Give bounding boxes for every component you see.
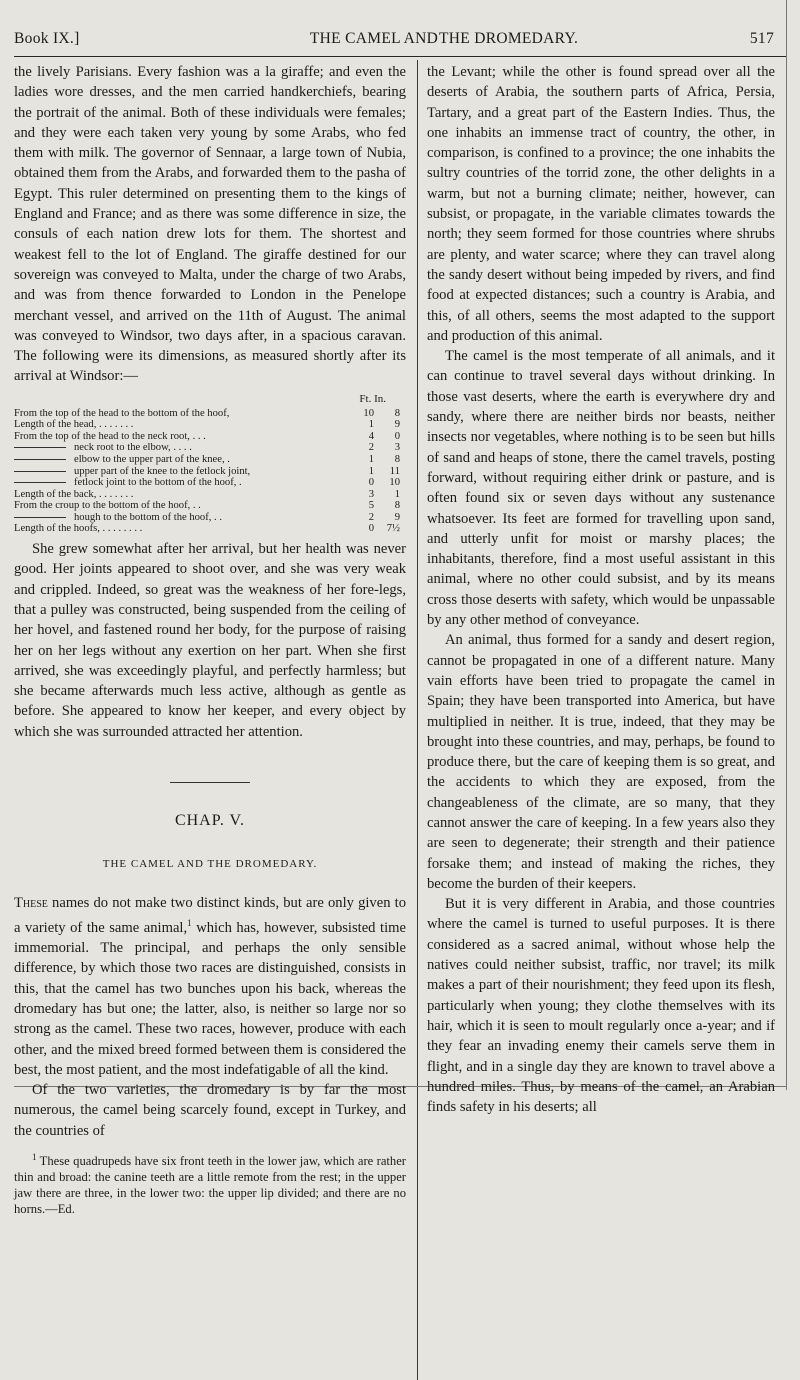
intro-paragraph: the lively Parisians. Every fashion was a la giraffe; and even the ladies wore dresses, and the men carried handkerchiefs, bearing the portrait of the animal. Both of these individuals were females; and they were each taken very young by some Arabs, who fed them with milk. The governor of Sennaar, a large town of Nubia, obtained them from the Arabs, and forwarded them to the pasha of Egypt. This ruler determined on presenting them to the kings of England and France; and as there was some difference in size, the consuls of each nation drew lots for them. The shortest and weakest fell to the lot of England. The giraffe destined for our sovereign was conveyed to Malta, under the charge of two Arabs, and was from thence forwarded to London in the Penelope merchant vessel, and arrived on the 11th of August. The animal was conveyed to Windsor, two days after, in a spacious caravan. The following were its dimensions, as measured shortly after its arrival at Windsor:— — [14, 64, 406, 385]
measurement-feet: 4 — [368, 430, 374, 442]
ditto-dash — [14, 482, 66, 483]
measurement-feet: 1 — [368, 419, 374, 431]
measurement-label — [14, 431, 352, 443]
measurement-inches: 1 — [394, 488, 400, 500]
measurement-label — [14, 419, 352, 431]
book-label: Book IX.] — [14, 30, 80, 47]
measurement-inches: 9 — [394, 419, 400, 431]
measurement-inches: 8 — [394, 407, 400, 419]
footnote-mark: 1 — [32, 1152, 37, 1163]
chapter-lead-word: These — [14, 894, 48, 911]
right-paragraph-3: An animal, thus formed for a sandy and desert region, cannot be propagated in one of a different nature. Many vain efforts have been tried to propagate the camel in Spain; they have been transported into America, but have multiplied in neither. It is true, indeed, that they may be brought into these countries, and may, perhaps, be found to produce there, but the care of keeping them is so great, and the accidents to which they are exposed, from the changeableness of the climate, are so many, that they cannot answer the care of keeping. In a few years also they are seen to degenerate; their strength and their patience forsake them; and instead of making the riches, they become the burden of their keepers. — [427, 632, 775, 892]
measurement-feet: 0 — [368, 523, 374, 535]
measurement-label-text: neck root to the elbow, . . . . — [74, 442, 192, 454]
measurement-feet: 1 — [368, 465, 374, 477]
running-title-right: THE DROMEDARY. — [439, 30, 579, 47]
chapter-paragraph-1 — [14, 893, 406, 1081]
ditto-dash — [14, 447, 66, 448]
measurement-row — [14, 523, 406, 535]
measurement-label-text: Length of the head, . . . . . . . — [14, 419, 134, 431]
ditto-dash — [14, 471, 66, 472]
ditto-dash — [14, 459, 66, 460]
section-separator — [170, 782, 250, 783]
measurement-label-text: hough to the bottom of the hoof, . . — [74, 511, 223, 523]
measurement-inches: 8 — [394, 500, 400, 512]
measurement-label — [14, 408, 352, 420]
measurement-feet: 2 — [368, 511, 374, 523]
measurements-table — [14, 408, 406, 536]
measurement-inches: 0 — [394, 430, 400, 442]
measurement-row — [14, 419, 406, 431]
footnote-text: These quadrupeds have six front teeth in the lower jaw, which are rather thin and broad: the canine teeth are a little remote from the rest; in the upper jaw there are three, in the lower two: the upper lip divided; and there are no horns.—Ed. — [14, 1154, 406, 1217]
measurement-label-text: Length of the hoofs, . . . . . . . . — [14, 523, 143, 535]
measurement-label-text: fetlock joint to the bottom of the hoof, . — [74, 477, 242, 489]
measurement-inches: 8 — [394, 453, 400, 465]
measurement-label-text: From the top of the head to the bottom of the hoof, — [14, 407, 230, 419]
measurement-label — [14, 454, 352, 466]
page-number: 517 — [749, 30, 774, 47]
right-column — [427, 62, 775, 1117]
measurement-row — [14, 454, 406, 466]
measurement-row — [14, 466, 406, 478]
measurement-label — [14, 500, 352, 512]
measurement-label — [14, 523, 352, 535]
after-paragraph: She grew somewhat after her arrival, but her health was never good. Her joints appeared to shoot over, and she was very weak and crippled. Indeed, so great was the weakness of her fore-legs, that a pulley was constructed, being suspended from the ceiling of her hovel, and fastened round her body, for the purpose of raising her on her legs without any exertion on her part. When she first arrived, she was exceedingly playful, and perfectly harmless; but she became afterwards much less active, although as gentle as before. She appeared to know her keeper, and every object by which she was surrounded attracted her attention. — [14, 541, 406, 740]
column-divider — [417, 60, 418, 1380]
page-edge-right — [786, 0, 787, 1090]
chapter-text-1-rest: which has, however, subsisted time immemorial. The principal, and perhaps the only sensible difference, by which those two races are distinguished, consists in this, that the camel has two bunches upon his back, whereas the dromedary has but one; the latter, also, is neither so large nor so strong as the camel. These two races, however, produce with each other, and the mixed breed formed between them is considered the best, the most patient, and the most indefatigable of all the kind. — [14, 919, 406, 1078]
footnote — [14, 1149, 406, 1217]
chapter-title: THE CAMEL AND THE DROMEDARY. — [102, 857, 318, 870]
running-title-left: THE CAMEL AND — [309, 30, 439, 47]
right-paragraph-4: But it is very different in Arabia, and those countries where the camel is turned to useful purposes. It is there considered as a sacred animal, without whose help the natives could neither subsist, traffic, nor travel; its milk makes a part of their nourishment; they feed upon its flesh, particularly when young; they clothe themselves with its hair, which it is seen to moult regularly once a-year; and if they fear an invading enemy their camels serve them in flight, and in a single day they are known to travel above a hundred miles. Thus, by means of the camel, an Arabian finds safety in his deserts; all — [427, 896, 775, 1116]
measurement-label-text: elbow to the upper part of the knee, . — [74, 453, 230, 465]
measurement-row — [14, 489, 406, 501]
measurement-label-text: upper part of the knee to the fetlock joint, — [74, 465, 251, 477]
measurement-label — [14, 512, 352, 524]
footnote-reference[interactable]: 1 — [187, 917, 192, 928]
measurement-row — [14, 512, 406, 524]
measurement-label-text: From the top of the head to the neck root, . . . — [14, 430, 206, 442]
measurement-feet: 3 — [368, 488, 374, 500]
measurement-inches: 7½ — [386, 523, 400, 535]
measurements-header: Ft. In. — [359, 392, 386, 405]
running-header — [14, 28, 774, 58]
right-paragraph-1: the Levant; while the other is found spread over all the deserts of Arabia, the southern parts of Africa, Persia, Tartary, and a great part of the Eastern Indies. Thus, the one inhabits an immense tract of country, the other, in comparison, is confined to a province; the one inhabits the sultry countries of the torrid zone, the other delights in a warm, but not a burning climate; neither, however, can subsist, or propagate, in the variable climates towards the north; they seem formed for those countries where shrubs are plenty, and water scarce; where they can travel along the sandy desert without being impeded by rivers, and find food at expected distances; such a country is Arabia, and this, of all others, seems the most adapted to the support and production of this animal. — [427, 64, 775, 344]
measurement-feet: 5 — [368, 500, 374, 512]
chapter-number: CHAP. V. — [174, 812, 246, 830]
header-rule — [14, 56, 786, 57]
measurement-inches: 9 — [394, 511, 400, 523]
left-column — [14, 62, 406, 1217]
measurement-feet: 1 — [368, 453, 374, 465]
measurement-label-text: From the croup to the bottom of the hoof, . . — [14, 500, 201, 512]
measurement-inches: 3 — [394, 442, 400, 454]
measurement-feet: 10 — [363, 407, 374, 419]
measurement-label — [14, 442, 352, 454]
measurement-label — [14, 477, 352, 489]
measurement-row — [14, 477, 406, 489]
measurement-inches: 11 — [389, 465, 400, 477]
measurement-feet: 0 — [368, 477, 374, 489]
measurement-row — [14, 408, 406, 420]
measurement-inches: 10 — [389, 477, 400, 489]
measurement-label — [14, 489, 352, 501]
chapter-paragraph-2: Of the two varieties, the dromedary is by far the most numerous, the camel being scarcely found, except in Turkey, and the countries of — [14, 1082, 406, 1139]
measurement-label-text: Length of the back, . . . . . . . — [14, 488, 134, 500]
measurement-row — [14, 442, 406, 454]
right-paragraph-2: The camel is the most temperate of all animals, and it can continue to travel several days without drinking. In those vast deserts, where the earth is everywhere dry and sandy, where there are neither birds nor beasts, neither insects nor vegetables, where nothing is to be seen but hills of sand and heaps of stone, there the camel travels, posting forward, without requiring either drink or pasture, and is often found six or seven days without any sustenance whatsoever. Its feet are formed for travelling upon sand, and utterly unfit for moist or marshy places; the inhabitants, therefore, find a most useful assistant in this animal, where no other could subsist, and by its means cross those deserts with safety, which would be unpassable by any other method of conveyance. — [427, 348, 775, 629]
measurement-label — [14, 466, 352, 478]
ditto-dash — [14, 517, 66, 518]
measurement-row — [14, 431, 406, 443]
measurement-feet: 2 — [368, 442, 374, 454]
measurement-row — [14, 500, 406, 512]
chapter-text-1: names do not make two distinct kinds, but are only given to a variety of the same animal, — [14, 894, 406, 936]
